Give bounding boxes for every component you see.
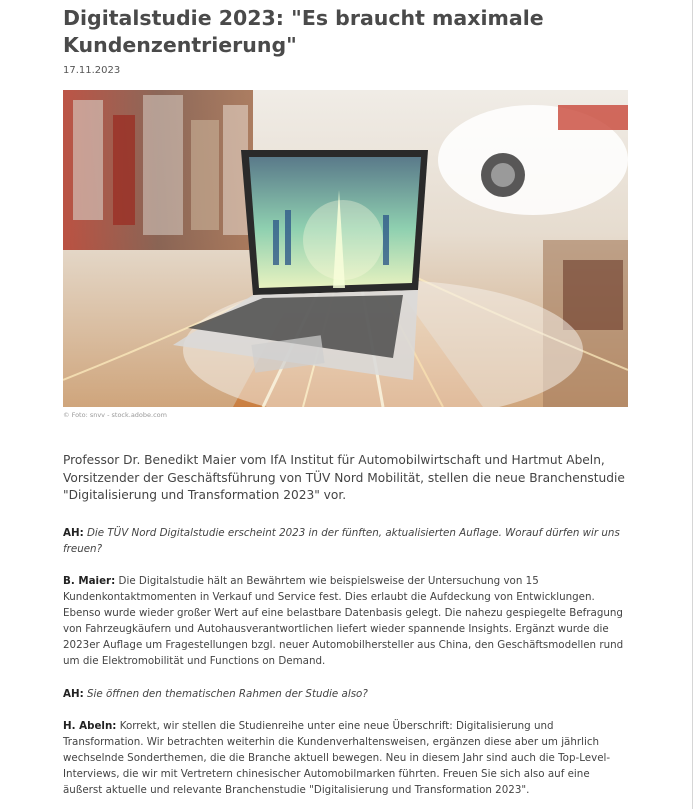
qa-speaker: AH:: [63, 688, 84, 700]
qa-question: Die TÜV Nord Digitalstudie erscheint 2023 in der fünften, aktualisierten Auflage. Worauf dürfen wir uns freuen?: [63, 527, 620, 555]
qa-block: [63, 525, 628, 557]
article-date: 17.11.2023: [63, 65, 121, 76]
qa-answer: Die Digitalstudie hält an Bewährtem wie beispielsweise der Untersuchung von 15 Kundenkontaktmomenten in Verkauf und Service fest. Dies erlaubt die Aufdeckung von Entwicklungen. Ebenso wurde wieder großer Wert auf eine belastbare Datenbasis gelegt. Die nahezu gespiegelte Befragung von Fahrzeugkäufern und Autohausverantwortlichen liefert wieder spannende Insights. Ergänzt wurde die 2023er Auflage um Fragestellungen bzgl. neuer Automobilhersteller aus China, den Geschäftsmodellen rund um die Elektromobilität und Functions on Demand.: [63, 575, 624, 667]
qa-answer: Korrekt, wir stellen die Studienreihe unter eine neue Überschrift: Digitalisierung und Transformation. Wir betrachten weiterhin die Kundenverhaltensweisen, ergänzen diese aber um jährlich wechselnde Sonderthemen, die die Branche aktuell bewegen. Neu in diesem Jahr sind auch die Top-Level-Interviews, die wir mit Vertretern chinesischer Automobilmarken führten. Freuen Sie sich also auf eine äußerst aktuelle und relevante Branchenstudie "Digitalisierung und Transformation 2023".: [63, 720, 611, 796]
qa-block: [63, 573, 628, 669]
page-edge-divider: [692, 0, 693, 809]
qa-block: [63, 718, 628, 798]
qa-question: Sie öffnen den thematischen Rahmen der Studie also?: [87, 688, 368, 700]
qa-block: [63, 686, 628, 702]
qa-speaker: H. Abeln:: [63, 720, 117, 732]
article-intro: Professor Dr. Benedikt Maier vom IfA Institut für Automobilwirtschaft und Hartmut Abeln, Vorsitzender der Geschäftsführung von TÜV Nord Mobilität, stellen die neue Branchenstudie "Digitalisierung und Transformation 2023" vor.: [63, 453, 625, 502]
hero-illustration: [63, 90, 628, 407]
article-title: Digitalstudie 2023: "Es braucht maximale Kundenzentrierung": [63, 6, 544, 57]
hero-image: [63, 90, 628, 407]
image-credit: © Foto: snvv - stock.adobe.com: [63, 411, 167, 419]
qa-speaker: B. Maier:: [63, 575, 116, 587]
qa-speaker: AH:: [63, 527, 84, 539]
